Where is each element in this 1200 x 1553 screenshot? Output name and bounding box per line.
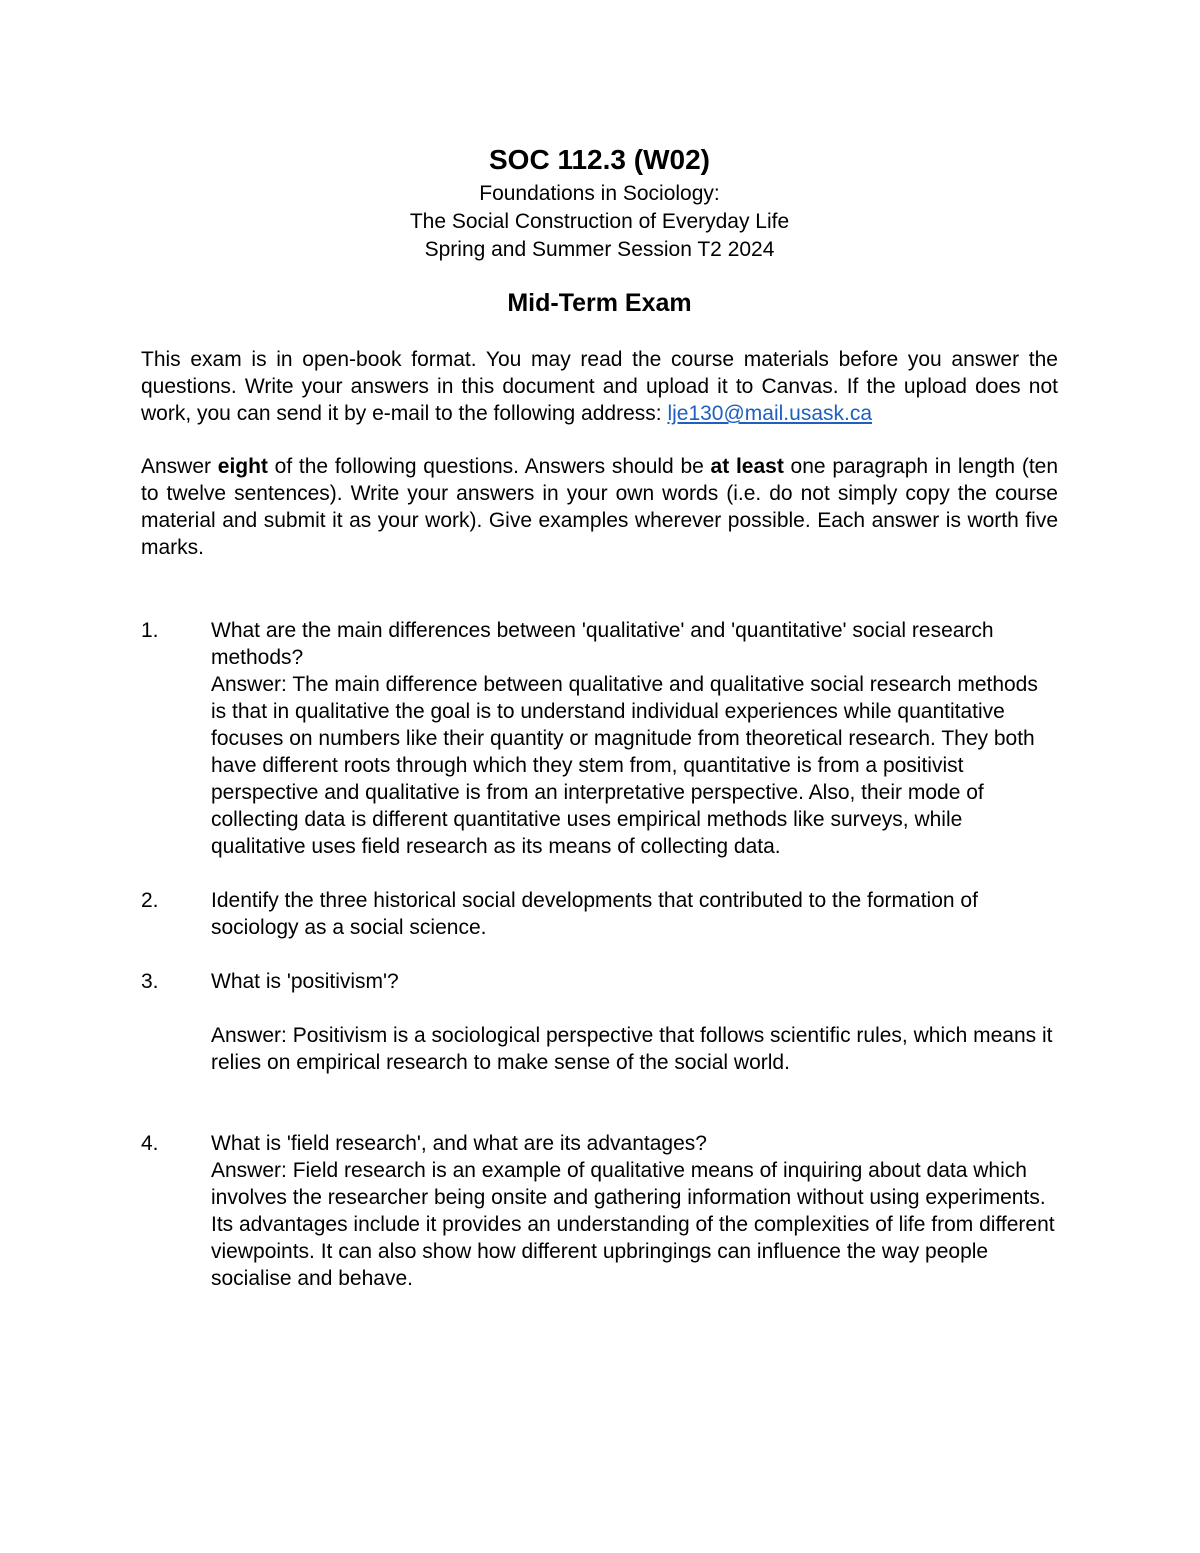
course-code: SOC 112.3 (W02) [489, 144, 710, 175]
question-number: 4. [141, 1132, 159, 1155]
question-number: 3. [141, 970, 159, 993]
exam-document [141, 140, 1058, 1292]
question-body [211, 1130, 1058, 1292]
question-text: What are the main differences between 'qualitative' and 'quantitative' social research methods? [211, 619, 994, 669]
intro-text: This exam is in open-book format. You may read the course materials before you answer the questions. Write your answers in this document and upload it to Canvas. If the upload does not work, you can send it by e-mail to the following address: [141, 348, 1058, 425]
question-text: What is 'positivism'? [211, 970, 399, 993]
answer-text: Answer: Positivism is a sociological perspective that follows scientific rules, which means it relies on empirical research to make sense of the social world. [211, 1024, 1053, 1074]
question-number: 1. [141, 619, 159, 642]
instructions-text-3: one paragraph in length (ten to twelve sentences). Write your answers in your own words (i.e. do not simply copy the course material and submit it as your work). Give examples wherever possible. Each answer is worth five marks. [141, 455, 1059, 559]
answer-text: Answer: The main difference between qualitative and qualitative social research methods is that in qualitative the goal is to understand individual experiences while quantitative focuses on numbers like their quantity or magnitude from theoretical research. They both have different roots through which they stem from, quantitative is from a positivist perspective and qualitative is from an interpretative perspective. Also, their mode of collecting data is different quantitative uses empirical methods like surveys, while qualitative uses field research as its means of collecting data. [211, 673, 1038, 858]
question-body [211, 887, 1058, 941]
instructions-paragraph [141, 453, 1058, 561]
document-header [141, 140, 1058, 320]
intro-paragraph [141, 346, 1058, 427]
instructions-bold-length: at least [710, 455, 784, 478]
question-text: What is 'field research', and what are its advantages? [211, 1132, 707, 1155]
question-text: Identify the three historical social developments that contributed to the formation of sociology as a social science. [211, 889, 978, 939]
question-number: 2. [141, 889, 159, 912]
question-body [211, 617, 1058, 860]
course-subtitle: The Social Construction of Everyday Life [409, 210, 790, 233]
question-list [141, 617, 1058, 1292]
question-item [141, 1130, 1058, 1292]
question-item [141, 968, 1058, 1076]
instructions-text-1: Answer [141, 455, 218, 478]
question-item [141, 887, 1058, 941]
session: Spring and Summer Session T2 2024 [424, 238, 775, 261]
answer-text: Answer: Field research is an example of qualitative means of inquiring about data which involves the researcher being onsite and gathering information without using experiments. Its advantages include it provides an understanding of the complexities of life from different viewpoints. It can also show how different upbringings can influence the way people socialise and behave. [211, 1159, 1055, 1290]
question-item [141, 617, 1058, 860]
instructions-text-2: of the following questions. Answers should be [267, 455, 711, 478]
exam-title: Mid-Term Exam [507, 289, 692, 317]
course-name: Foundations in Sociology: [479, 182, 720, 205]
instructions-bold-count: eight [217, 455, 268, 478]
email-link[interactable]: lje130@mail.usask.ca [667, 402, 873, 425]
question-body [211, 968, 1058, 1076]
